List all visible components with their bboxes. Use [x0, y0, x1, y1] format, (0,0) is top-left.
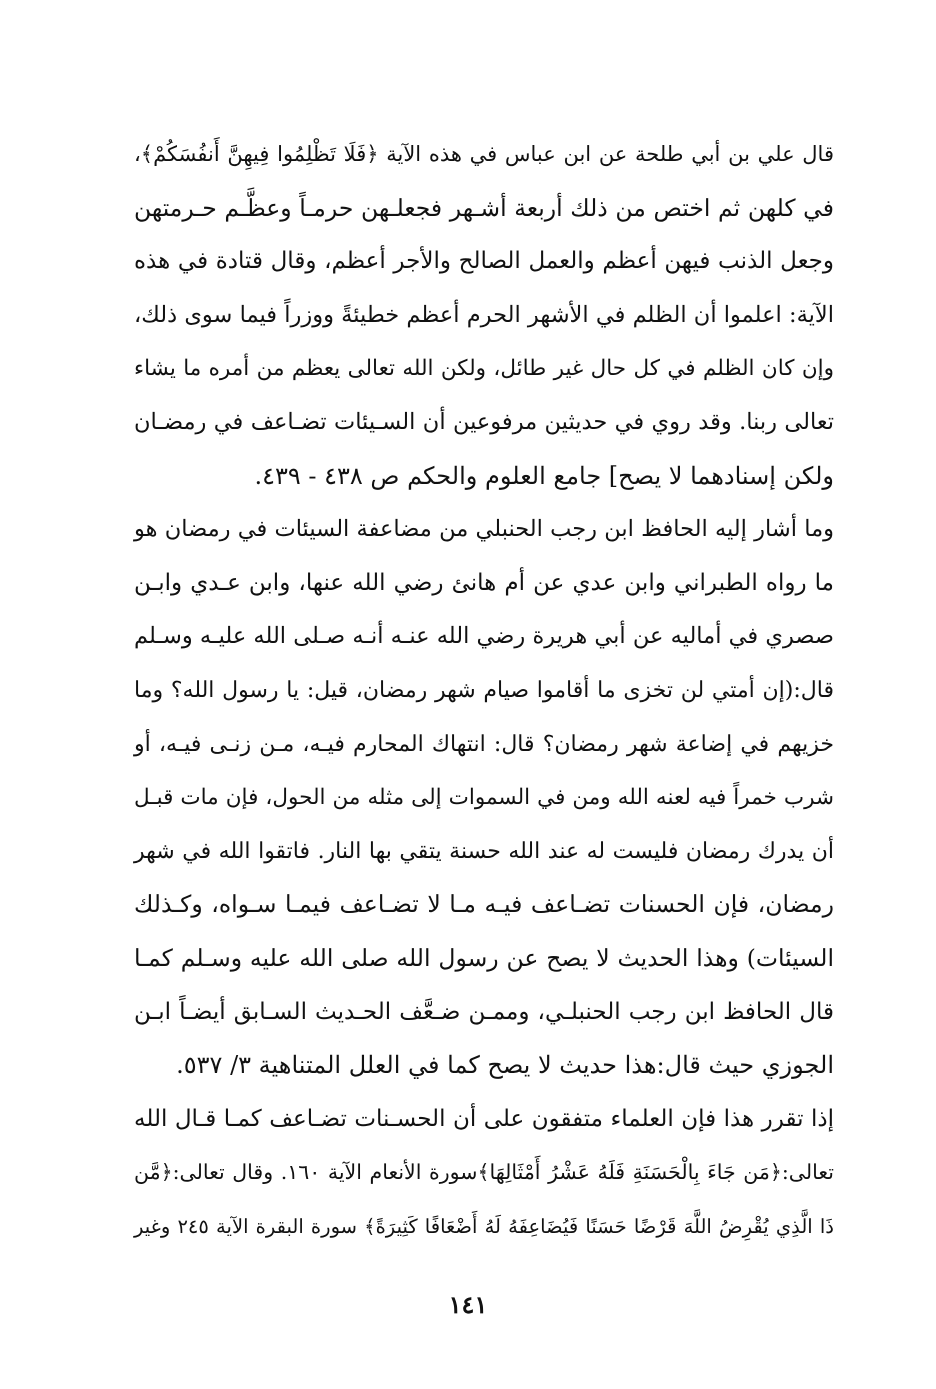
text-line: ولكن إسنادهما لا يصح] جامع العلوم والحكم ص ٤٣٨ - ٤٣٩.: [254, 461, 834, 490]
text-line: في كلهن ثم اختص من ذلك أربعة أشـهر فجعلـهن حرمـاً وعظَّـم حـرمتهن: [134, 193, 834, 222]
text-line: رمضان، فإن الحسنات تضـاعف فيـه مـا لا تضـاعف فيمـا سـواه، وكـذلك: [134, 890, 834, 919]
text-line: وما أشار إليه الحافظ ابن رجب الحنبلي من مضاعفة السيئات في رمضان هو: [134, 516, 834, 543]
text-line: إذا تقرر هذا فإن العلماء متفقون على أن الحسـنات تضـاعف كمـا قـال الله: [134, 1105, 834, 1132]
text-line: الجوزي حيث قال:هذا حديث لا يصح كما في العلل المتناهية ٣/ ٥٣٧.: [176, 1051, 834, 1080]
text-line: ذَا الَّذِي يُقْرِضُ اللَّهَ قَرْضًا حَسَنًا فَيُضَاعِفَهُ لَهُ أَضْعَافًا كَثِيرَةً﴾ سورة البقرة الآية ٢٤٥ وغير: [134, 1214, 834, 1238]
text-line: قال:(إن أمتي لن تخزى ما أقاموا صيام شهر رمضان، قيل: يا رسول الله؟ وما: [134, 677, 834, 703]
text-line: السيئات) وهذا الحديث لا يصح عن رسول الله صلى الله عليه وسـلم كمـا: [134, 943, 834, 972]
text-line: أن يدرك رمضان فليست له عند الله حسنة يتقي بها النار. فاتقوا الله في شهر: [134, 838, 834, 864]
page-number: ١٤١: [448, 1290, 488, 1319]
text-line: وجعل الذنب فيهن أعظم والعمل الصالح والأجر أعظم، وقال قتادة في هذه: [134, 248, 834, 275]
text-line: تعالى ربنا. وقد روي في حديثين مرفوعين أن السـيئات تضـاعف في رمضـان: [134, 408, 834, 435]
text-line: قال الحافظ ابن رجب الحنبلـي، وممـن ضـعَّف الحـديث السـابق أيضـاً ابـن: [134, 998, 834, 1025]
text-line: تعالى:﴿مَن جَاءَ بِالْحَسَنَةِ فَلَهُ عَشْرُ أَمْثَالِهَا﴾سورة الأنعام الآية ١٦٠. وقال تعالى:﴿مَّن: [134, 1160, 834, 1185]
text-line: صصري في أماليه عن أبي هريرة رضي الله عنـه أنـه صـلى الله عليـه وسـلم: [134, 623, 834, 650]
text-line: شرب خمراً فيه لعنه الله ومن في السموات إلى مثله من الحول، فإن مات قبـل: [134, 785, 834, 811]
text-line: وإن كان الظلم في كل حال غير طائل، ولكن الله تعالى يعظم من أمره ما يشاء: [134, 356, 834, 382]
text-line: الآية: اعلموا أن الظلم في الأشهر الحرم أعظم خطيئةً ووزراً فيما سوى ذلك،: [134, 301, 834, 328]
body-text: [134, 128, 834, 1253]
text-line: قال علي بن أبي طلحة عن ابن عباس في هذه الآية ﴿فَلَا تَظْلِمُوا فِيهِنَّ أَنفُسَكُمْ﴾،: [134, 142, 834, 166]
text-line: ما رواه الطبراني وابن عدي عن أم هانئ رضي الله عنها، وابن عـدي وابـن: [134, 569, 834, 596]
text-line: خزيهم في إضاعة شهر رمضان؟ قال: انتهاك المحارم فيـه، مـن زنـى فيـه، أو: [134, 731, 834, 757]
